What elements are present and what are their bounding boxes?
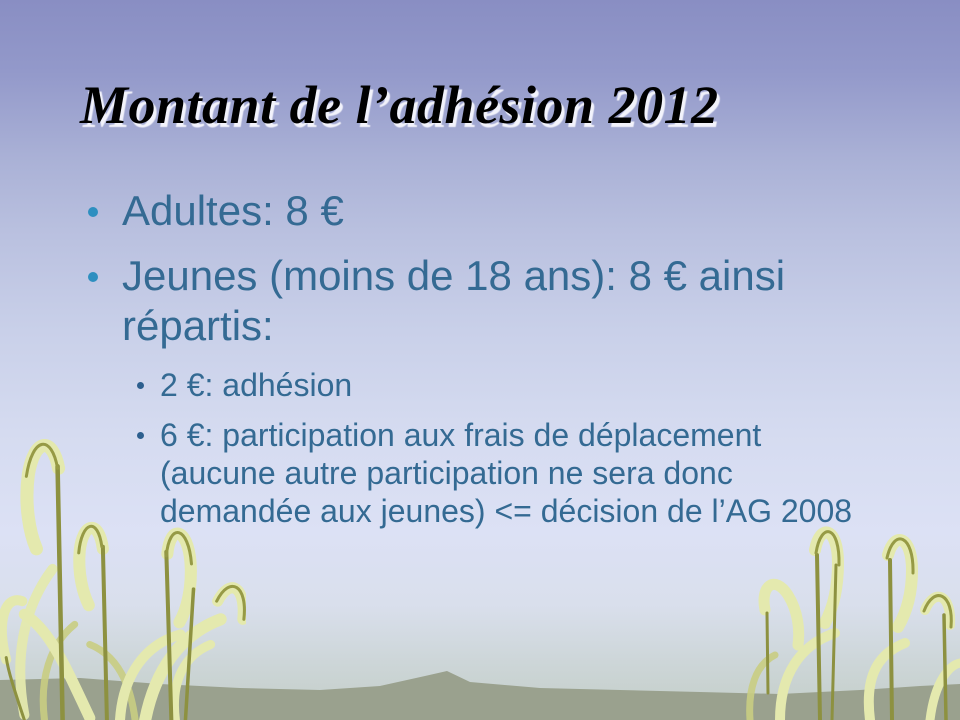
- bullet-dot-icon: [137, 432, 144, 439]
- bullet-text: Adultes: 8 €: [122, 187, 344, 234]
- slide-title: Montant de l’adhésion 2012: [80, 75, 719, 135]
- bullet-dot-icon: [88, 207, 98, 217]
- hill-silhouette: [0, 640, 960, 720]
- bullet-list: [80, 186, 880, 542]
- sub-bullet-item-participation: [136, 416, 880, 530]
- bullet-text: 6 €: participation aux frais de déplacement (aucune autre participation ne sera donc demandée aux jeunes) <= décision de l’AG 2008: [160, 417, 853, 529]
- bullet-text: Jeunes (moins de 18 ans): 8 € ainsi répartis:: [122, 252, 786, 349]
- wheat-right-decoration: [720, 515, 960, 720]
- bullet-item-adultes: [80, 186, 880, 236]
- bullet-dot-icon: [137, 382, 144, 389]
- sub-bullet-item-adhesion: [136, 366, 880, 404]
- bullet-text: 2 €: adhésion: [160, 367, 353, 403]
- bullet-item-jeunes: [80, 251, 880, 351]
- bullet-dot-icon: [88, 272, 98, 282]
